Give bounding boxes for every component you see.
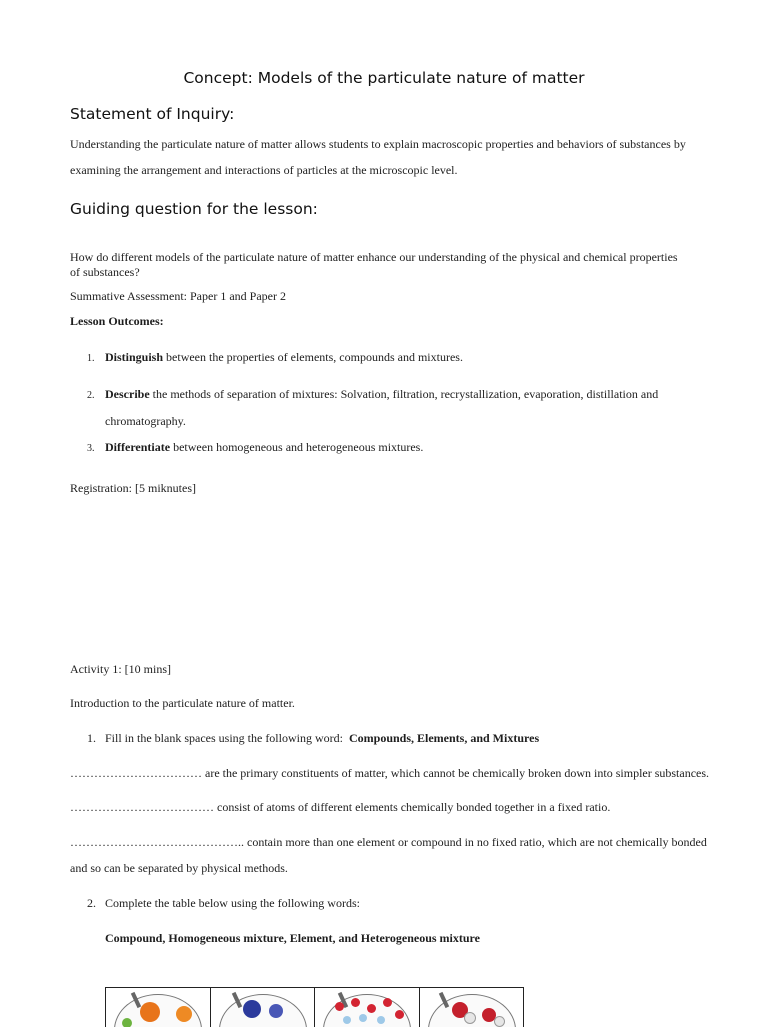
registration: Registration: [5 miknutes] [70,481,196,495]
statement-line-2: examining the arrangement and interactions of particles at the microscopic level. [70,163,458,177]
outcome-2-number: 2. [87,390,95,401]
activity-intro: Introduction to the particulate nature of matter. [70,696,295,710]
outcome-2-text: the methods of separation of mixtures: Solvation, filtration, recrystallization, evaporation, distillation and [149,387,659,401]
particle-icon [367,1004,376,1013]
question-1 [105,732,539,745]
particle-icon [269,1004,283,1018]
diagram-cell-element [211,988,316,1027]
particle-icon [464,1012,476,1024]
question-2: Complete the table below using the following words: [105,896,360,910]
particle-icon [494,1016,505,1027]
guiding-question: How do different models of the particulate nature of matter enhance our understanding of the physical and chemical properties of substances? [70,250,678,279]
outcome-1-verb: Distinguish [105,350,164,364]
outcome-3-text: between homogeneous and heterogeneous mixtures. [170,440,424,454]
particle-icon [351,998,360,1007]
outcome-2-continued: chromatography. [105,414,186,428]
question-1-text: Fill in the blank spaces using the following word: [105,731,349,745]
blank-sentence-1: …………………………… are the primary constituents of matter, which cannot be chemically broken down into simpler substances. [70,766,710,780]
particle-icon [176,1006,192,1022]
outcome-2 [105,388,658,401]
guiding-heading: Guiding question for the lesson: [70,200,318,218]
particle-icon [383,998,392,1007]
statement-line-1: Understanding the particulate nature of matter allows students to explain macroscopic properties and behaviors of substances by [70,137,686,151]
table-word-bank: Compound, Homogeneous mixture, Element, and Heterogeneous mixture [105,931,480,945]
particle-icon [335,1002,344,1011]
particle-icon [140,1002,160,1022]
statement-heading: Statement of Inquiry: [70,105,235,123]
outcomes-heading: Lesson Outcomes: [70,314,164,328]
particle-icon [243,1000,261,1018]
particle-icon [359,1014,367,1022]
outcome-3-verb: Differentiate [105,440,171,454]
particle-icon [122,1018,132,1027]
particle-icon [395,1010,404,1019]
outcome-1-number: 1. [87,353,95,364]
particle-diagram-table [105,987,524,1027]
question-1-number: 1. [87,731,96,745]
outcome-3 [105,441,423,454]
activity-title: Activity 1: [10 mins] [70,662,171,676]
particle-icon [377,1016,385,1024]
blank-sentence-3: …………………………………….. contain more than one element or compound in no fixed ratio, which are not chemically bonded [70,835,707,849]
page-title: Concept: Models of the particulate nature of matter [183,69,585,87]
summative-assessment: Summative Assessment: Paper 1 and Paper 2 [70,289,286,303]
outcome-3-number: 3. [87,443,95,454]
outcome-1-text: between the properties of elements, compounds and mixtures. [163,350,463,364]
outcome-2-verb: Describe [105,387,150,401]
blank-sentence-3-continued: and so can be separated by physical methods. [70,861,288,875]
diagram-cell-homogeneous [315,988,420,1027]
question-1-word-bank: Compounds, Elements, and Mixtures [348,731,540,745]
outcome-1 [105,351,463,364]
diagram-cell-heterogeneous [106,988,211,1027]
diagram-cell-compound [420,988,524,1027]
question-2-number: 2. [87,896,96,910]
blank-sentence-2: ……………………………… consist of atoms of different elements chemically bonded together in a fixed ratio. [70,800,611,814]
flask-image [219,994,307,1027]
particle-icon [343,1016,351,1024]
